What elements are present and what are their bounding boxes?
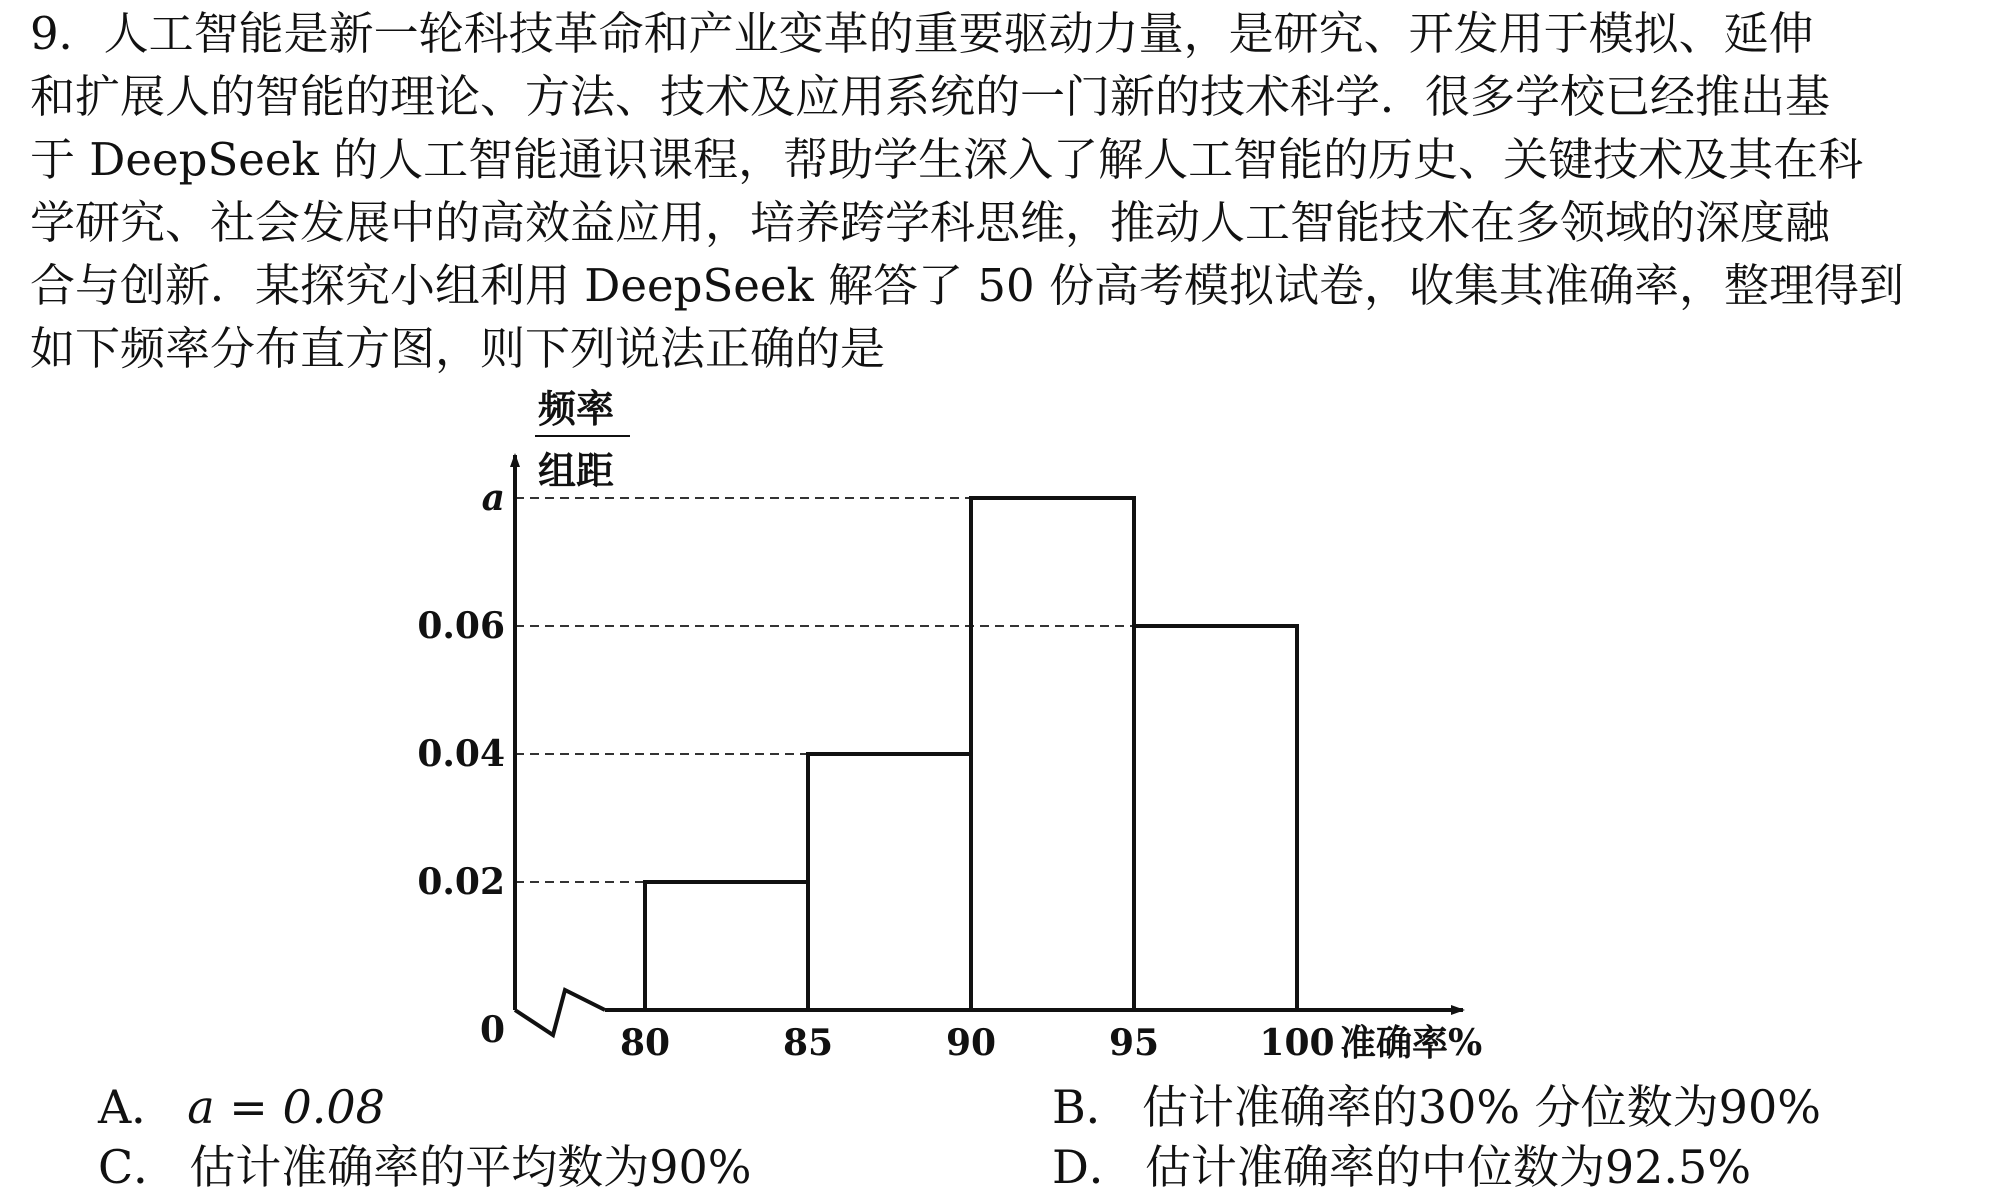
x-tick-label: 90 <box>945 1022 997 1064</box>
question-line: 合与创新．某探究小组利用 DeepSeek 解答了 50 份高考模拟试卷，收集其准确率，整理得到 <box>30 259 1904 312</box>
x-tick-label: 95 <box>1108 1022 1160 1064</box>
axis-break-mark <box>515 990 605 1035</box>
option-letter: B． <box>1052 1080 1132 1134</box>
question-line: 于 DeepSeek 的人工智能通识课程，帮助学生深入了解人工智能的历史、关键技术及其在科 <box>30 133 1864 186</box>
question-line: 如下频率分布直方图，则下列说法正确的是 <box>30 322 886 375</box>
option-letter: C． <box>98 1140 180 1194</box>
histogram-bar <box>808 754 971 1010</box>
y-tick-label: 0.04 <box>417 733 505 775</box>
option-d[interactable] <box>1052 1137 1751 1197</box>
option-b[interactable] <box>1052 1077 1821 1137</box>
histogram-bar <box>645 882 808 1010</box>
x-axis-label: 准确率% <box>1340 1022 1483 1064</box>
option-c[interactable] <box>98 1137 751 1197</box>
y-tick-label: 0.06 <box>417 605 505 647</box>
x-tick-label: 80 <box>619 1022 671 1064</box>
y-axis-label-numerator: 频率 <box>538 386 615 431</box>
option-letter: A． <box>98 1080 178 1134</box>
question-line: 9．人工智能是新一轮科技革命和产业变革的重要驱动力量，是研究、开发用于模拟、延伸 <box>30 7 1814 60</box>
y-tick-label: a <box>481 477 505 519</box>
x-tick-label: 100 <box>1259 1022 1335 1064</box>
question-line: 学研究、社会发展中的高效益应用，培养跨学科思维，推动人工智能技术在多领域的深度融 <box>30 196 1831 249</box>
option-letter: D． <box>1052 1140 1135 1194</box>
histogram-bar <box>1134 626 1297 1010</box>
x-tick-label: 85 <box>782 1022 834 1064</box>
option-text: 估计准确率的30% 分位数为90% <box>1141 1080 1821 1134</box>
y-axis-label-denominator: 组距 <box>538 448 615 493</box>
option-text: 估计准确率的平均数为90% <box>189 1140 752 1194</box>
option-text: a = 0.08 <box>187 1080 385 1134</box>
question-line: 和扩展人的智能的理论、方法、技术及应用系统的一门新的技术科学．很多学校已经推出基 <box>30 70 1831 123</box>
option-a[interactable] <box>98 1077 385 1137</box>
option-text: 估计准确率的中位数为92.5% <box>1144 1140 1752 1194</box>
y-tick-label: 0.02 <box>417 861 505 903</box>
origin-label: 0 <box>480 1009 506 1051</box>
histogram-bar <box>971 498 1134 1010</box>
